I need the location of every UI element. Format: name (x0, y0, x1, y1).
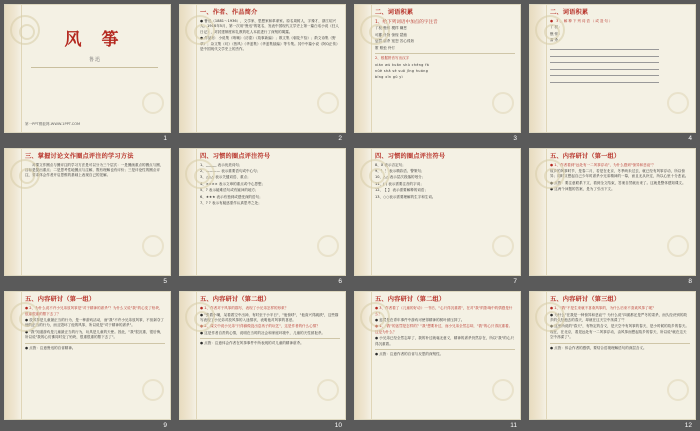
slide-2[interactable] (179, 4, 346, 133)
slide-title: 二、词语积累 (375, 9, 414, 16)
watermark-icon (185, 15, 215, 45)
watermark-icon (10, 302, 40, 332)
slide-title: 五、内容研讨（第三组） (550, 296, 621, 304)
slide-cell-5[interactable] (0, 144, 175, 288)
answer-blank (550, 45, 659, 50)
body-line: 11、( ) 表示需要注音的字词； (375, 181, 424, 186)
body-line: 10、△△ 表示层次段落的划分； (375, 175, 426, 180)
slide-number: 11 (510, 421, 517, 429)
body-line: 5、? 表示疑难语句或有疑问的地方； (200, 188, 259, 193)
body-line: 2、根据拼音写出汉字 (375, 56, 410, 61)
divider (25, 343, 165, 344)
watermark-icon (185, 159, 215, 189)
body-line: ● 点拨：注意体会作者在风筝事件中所表现的对儿童的精神虐杀。 (200, 341, 304, 346)
body-line: 可鄙 什物 惊惶 瑟缩 (375, 32, 407, 37)
slide-cell-7[interactable] (350, 144, 525, 288)
body-line: 丫杈： (550, 25, 564, 30)
slide-cell-9[interactable] (0, 287, 175, 431)
watermark-icon (492, 92, 514, 114)
body-line: ● 为什么"在我是一种惊异和悲哀"？为什么说"四面都还是严冬的肃杀，而久经诀别的故乡的久经逝去的春天，却就在这天空中荡漾了"？ (550, 312, 688, 322)
watermark-icon (667, 379, 689, 401)
divider (375, 349, 515, 350)
slide-title: 三、掌握讨论文作圈点评注的学习方法 (25, 152, 134, 160)
divider (375, 53, 515, 54)
slide-1[interactable] (4, 4, 171, 133)
watermark-icon (10, 159, 40, 189)
answer-blank (550, 65, 659, 70)
slide-body (550, 19, 690, 130)
slide-cell-6[interactable] (175, 144, 350, 288)
body-line: 13、○○表示需要理解的生字和生词。 (375, 194, 436, 199)
body-line: bǐng xīn ɡū yì (375, 74, 403, 79)
body-line: xián wù kuān shù chéng fá (375, 62, 430, 67)
slide-body (375, 306, 515, 417)
slide-6[interactable] (179, 148, 346, 277)
slide-title: 四、习惯的圈点评注符号 (200, 152, 271, 160)
slide-body (25, 306, 165, 417)
body-line: ● 3、作者看了《儿童的好动》一书后，"心只得沉重着"，在对"我"的影响中的情感是什么？ (375, 306, 513, 316)
body-line: 惩罚 虐杀 宽恕 苦心孤诣 (375, 39, 414, 44)
watermark-icon (492, 379, 514, 401)
body-line: ● 1、作者对于风筝的描写，表现了小兄弟怎样的形象？ (200, 306, 289, 311)
body-line: ● 这是作者自责的心情，说明在当时的社会和家庭环境中，儿童的天性被扼杀。 (200, 330, 325, 335)
slide-number: 2 (338, 134, 342, 142)
slide-cell-2[interactable] (175, 0, 350, 144)
slide-title: 五、内容研讨（第一组） (550, 152, 621, 160)
body-line: ● 小兄弟已经全然忘却了，我的补过就毫无意义，精神的虐杀仍然存在，所以"我"的心只得沉重着。 (375, 336, 514, 346)
body-line: 9、！！ 表示精彩语、警策句； (375, 168, 425, 173)
body-line: ● 放风筝是儿童最正当的行为，是一种游戏活动，而"我"不许小兄弟放风筝，不但剥夺了他的正当的行为，而且毁坏了他的风筝，所以说是"对于精神的虐杀"。 (25, 317, 164, 328)
body-line: 对课文作圈点与圈评注的学习方法是可以分为三个层次：一是圈画重点的圈点与圈，目标是提出重点；二是思考性地圈点与注解，既有理解也有评价；三是评论性的圈点评注，要求体会作者开启思维的基础上表现自己的见解。 (25, 162, 164, 178)
page-title: 风 筝 (64, 30, 126, 50)
slide-body (200, 19, 340, 130)
answer-blank (550, 71, 659, 76)
slide-number: 7 (513, 278, 517, 286)
slide-title: 二、词语积累 (550, 9, 589, 16)
body-line: 故乡的风筝时节，是春二月，若是在北京，冬季尚未过去，就已经有风筝浮动，所以惊异；同时又想起自己少年时虐杀小兄弟精神的一幕，而且无从补过，所以心里十分悲哀。 (550, 168, 689, 179)
body-line: ● 点拨：体会作者的感情，要结合语境理解语句的深层含义。 (550, 345, 647, 350)
slide-cell-3[interactable] (350, 0, 525, 144)
slide-title: 五、内容研讨（第一组） (25, 296, 96, 304)
slide-body (200, 163, 340, 274)
body-line: 3、△△△ 表示关键词语、重点； (200, 175, 251, 180)
watermark-icon (10, 15, 40, 45)
slide-cell-10[interactable] (175, 287, 350, 431)
body-line: 堕 蜈蚣 伶仃 (375, 45, 396, 50)
watermark-icon (667, 92, 689, 114)
watermark-icon (185, 302, 215, 332)
author-label: 鲁迅 (88, 57, 101, 63)
body-line: 4、×××× 表示文章的重点或中心思想； (200, 181, 266, 186)
answer-blank (550, 58, 659, 63)
watermark-icon (142, 379, 164, 401)
body-line: ● 1、作者看到"远处有一二风筝浮动"，为什么感到"惊异和悲哀"？ (550, 162, 656, 167)
answer-blank (550, 52, 659, 57)
body-line: nüè shā sè suō jīng huáng (375, 68, 429, 73)
body-line: ● 2、课文中说小兄弟"只得偷做没出息孩子的玩艺"，这是作者的什么心情？ (200, 324, 320, 329)
body-line: ● 4、"我"的惩罚是怎样的？"我"想要补过，而小兄弟全然忘却，"我"的心只得沉重着。这是为什么？ (375, 324, 513, 334)
slide-cell-12[interactable] (525, 287, 700, 431)
body-line: 6、★★★ 表示有独到或感受深的语句； (200, 194, 263, 199)
body-line: 憔悴： (550, 31, 564, 36)
body-line: ● 3、解释下列词语（或造句） (550, 18, 614, 23)
divider (200, 338, 340, 339)
body-line: ● 作品有：小说集《呐喊》《彷徨》《故事新编》；散文集《朝花夕拾》；散文诗集《野草》；杂文集《坟》《热风》《华盖集》《华盖集续编》等专集。其中中篇小说《阿Q正传》是中国现代文学史上的杰作。 (200, 36, 340, 52)
body-line: ● "张着小嘴，呆看着空中出神，有时至于小半日"，"他惊呼"，"他高兴得跳跃"，这些描写表现了小兄弟对放风筝的入迷情状，表明他对风筝的喜爱。 (200, 312, 339, 322)
body-line: 2、———— 表示重要语句或中心句； (200, 168, 261, 173)
slide-cell-4[interactable] (525, 0, 700, 144)
watermark-icon (535, 159, 565, 189)
watermark-icon (535, 15, 565, 45)
body-line: ● 1、"我"不是生来就不喜欢风筝的，为什么后来不喜欢风筝了呢？ (550, 306, 656, 311)
slide-12[interactable] (529, 291, 696, 420)
slide-3[interactable] (354, 4, 521, 133)
slide-5[interactable] (4, 148, 171, 277)
slide-body (25, 163, 165, 274)
slide-body (375, 26, 515, 129)
answer-blank (550, 78, 659, 83)
watermark-icon (360, 159, 390, 189)
body-line: ● "我"知道游戏是儿童最正当的行为，玩具是儿童的天使。因此，"我"很沉重，很后悔，所以说"我的心仿佛同时变了铅块，很重很重的堕下去了"。 (25, 329, 164, 340)
footer-label: 第一PPT模板网-WWW.1PPT.COM (25, 121, 81, 126)
slide-cell-1[interactable] (0, 0, 175, 144)
slide-number: 9 (163, 421, 167, 429)
slide-number: 12 (684, 421, 692, 429)
body-line: 7、? ? 表示有疑惑需作认真思考之处； (200, 201, 262, 206)
slide-cell-8[interactable] (525, 144, 700, 288)
slide-number: 5 (163, 278, 167, 286)
body-line: 丫杈 憔悴 模样 嫌恶 (375, 26, 407, 31)
slide-number: 1 (163, 134, 167, 142)
body-line: ● 这里所说的"春天"，有特定的含义，是天空中有风筝的春天，是小时候的故乡的春天。现在，在北京，看见远处有一二风筝浮动，由风筝而想起故乡的春天，所以说"就在这天空中荡漾了"。 (550, 324, 689, 340)
slide-body (550, 306, 690, 417)
body-line: ● 这两个问题的答案，是为了引出下文。 (550, 187, 615, 192)
divider (550, 343, 690, 344)
slide-number: 10 (334, 421, 342, 429)
body-line: 1、﹏﹏﹏ 表示优美词句； (200, 162, 243, 167)
body-line: ● 惩罚是在青年事件中游戏可使得精神的树叶被压抑了。 (375, 317, 465, 322)
slide-7[interactable] (354, 148, 521, 277)
slide-title: 四、习惯的圈点评注符号 (375, 152, 446, 160)
slide-10[interactable] (179, 291, 346, 420)
slide-cell-11[interactable] (350, 287, 525, 431)
watermark-icon (142, 92, 164, 114)
slide-4[interactable] (529, 4, 696, 133)
body-line: 肃杀： (550, 38, 564, 43)
watermark-icon (535, 302, 565, 332)
slide-body (375, 163, 515, 274)
body-line: ● 点拨：注意作者的自省与反思的深刻性。 (375, 352, 444, 357)
body-line: 8、X 表示否定句； (375, 162, 406, 167)
body-line: ● 点拨：注意鲁迅的自省精神。 (25, 345, 76, 350)
watermark-icon (360, 302, 390, 332)
body-line: ● 2、为什么说不许小兄弟放风筝是"对于精神的虐杀"？为什么又说"我"的心变了铅块，很重很重的堕下去了？ (25, 306, 163, 316)
slide-11[interactable] (354, 291, 521, 420)
slide-number: 6 (338, 278, 342, 286)
slide-body (200, 306, 340, 417)
body-line: ● 点拨：要注意联系下文，看到全文结束，答案自然就出来了。这就是整体感知课文。 (550, 180, 686, 185)
slide-subtitle: 1、给下列词语中加点的字注音 (375, 19, 438, 25)
slide-number: 3 (513, 134, 517, 142)
slide-title: 五、内容研讨（第二组） (375, 296, 446, 304)
slide-number: 8 (688, 278, 692, 286)
body-line: 12、【 】 表示需要解释的词语； (375, 188, 429, 193)
slide-8[interactable] (529, 148, 696, 277)
slide-number: 4 (688, 134, 692, 142)
slide-body (550, 163, 690, 274)
slide-title: 五、内容研讨（第二组） (200, 296, 271, 304)
slide-9[interactable] (4, 291, 171, 420)
slide-title: 一、作者、作品简介 (200, 9, 258, 16)
watermark-icon (360, 15, 390, 45)
body-line: ● 鲁迅（1881～1936），文学家、思想家和革命家。原名周树人，字豫才，浙江绍兴人。1918年5月，第一次用"鲁迅"的笔名，发表中国现代文学史上第一篇白话小说《狂人日记》，对封建制度和礼教的吃人本质进行了深刻的揭露。 (200, 18, 339, 34)
watermark-icon (317, 92, 339, 114)
watermark-icon (317, 379, 339, 401)
